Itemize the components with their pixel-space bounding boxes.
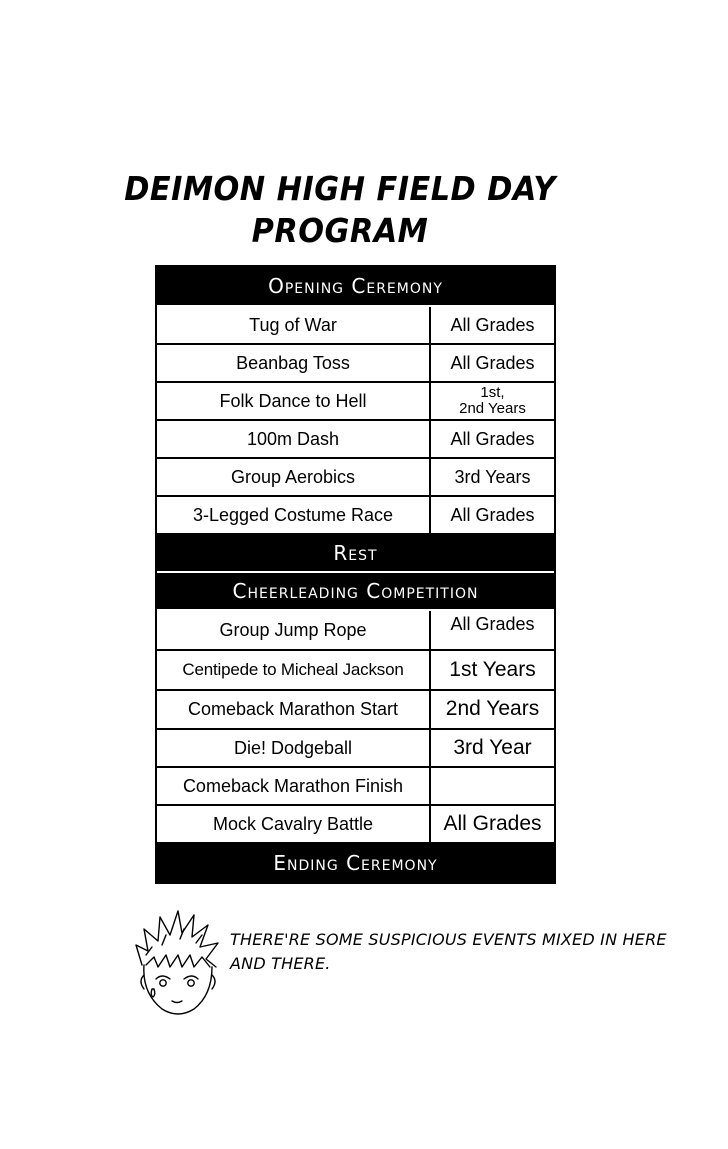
event-name: 100m Dash — [157, 421, 431, 457]
table-row — [157, 651, 554, 691]
event-name: Group Aerobics — [157, 459, 431, 495]
cheerleading-header — [157, 573, 554, 611]
event-name: Comeback Marathon Finish — [157, 768, 431, 804]
program-table — [155, 265, 556, 884]
table-row — [157, 345, 554, 383]
table-row — [157, 730, 554, 768]
event-grade-line-2: 2nd Years — [459, 400, 526, 417]
caption-line-2: AND THERE. — [230, 954, 331, 973]
event-grade: All Grades — [431, 345, 554, 381]
caption-line-1: THERE'RE SOME SUSPICIOUS EVENTS MIXED IN HERE — [230, 930, 667, 949]
event-name: Comeback Marathon Start — [157, 691, 431, 728]
event-grade: All Grades — [431, 421, 554, 457]
event-name: Beanbag Toss — [157, 345, 431, 381]
rest-header — [157, 535, 554, 573]
event-grade — [431, 383, 554, 419]
cheerleading-label: Cheerleading Competition — [232, 579, 479, 603]
event-grade: All Grades — [431, 806, 554, 842]
character-face-icon — [132, 905, 222, 1025]
event-grade: All Grades — [431, 611, 554, 649]
table-row — [157, 383, 554, 421]
table-row — [157, 497, 554, 535]
caption-text — [230, 928, 710, 976]
event-grade: 3rd Year — [431, 730, 554, 766]
event-grade: All Grades — [431, 497, 554, 533]
table-row — [157, 768, 554, 806]
event-grade — [431, 768, 554, 804]
ending-ceremony-label: Ending Ceremony — [273, 851, 438, 875]
ending-ceremony-header — [157, 844, 554, 882]
page-title — [119, 168, 561, 252]
title-line-1: DEIMON HIGH FIELD DAY — [124, 169, 556, 208]
event-grade: 3rd Years — [431, 459, 554, 495]
event-name: 3-Legged Costume Race — [157, 497, 431, 533]
event-name: Mock Cavalry Battle — [157, 806, 431, 842]
table-row — [157, 459, 554, 497]
event-name: Centipede to Micheal Jackson — [157, 651, 431, 689]
table-row — [157, 421, 554, 459]
event-name: Tug of War — [157, 307, 431, 343]
event-grade-line-1: 1st, — [480, 384, 505, 402]
event-grade: 2nd Years — [431, 691, 554, 728]
table-row — [157, 307, 554, 345]
event-name: Group Jump Rope — [157, 611, 431, 649]
event-grade: 1st Years — [431, 651, 554, 689]
event-name: Die! Dodgeball — [157, 730, 431, 766]
title-line-2: PROGRAM — [251, 211, 429, 250]
table-row — [157, 806, 554, 844]
rest-label: Rest — [333, 541, 378, 565]
table-row — [157, 691, 554, 730]
event-grade: All Grades — [431, 307, 554, 343]
table-row — [157, 611, 554, 651]
opening-ceremony-header — [157, 267, 554, 307]
opening-ceremony-label: Opening Ceremony — [268, 274, 443, 298]
event-name: Folk Dance to Hell — [157, 383, 431, 419]
